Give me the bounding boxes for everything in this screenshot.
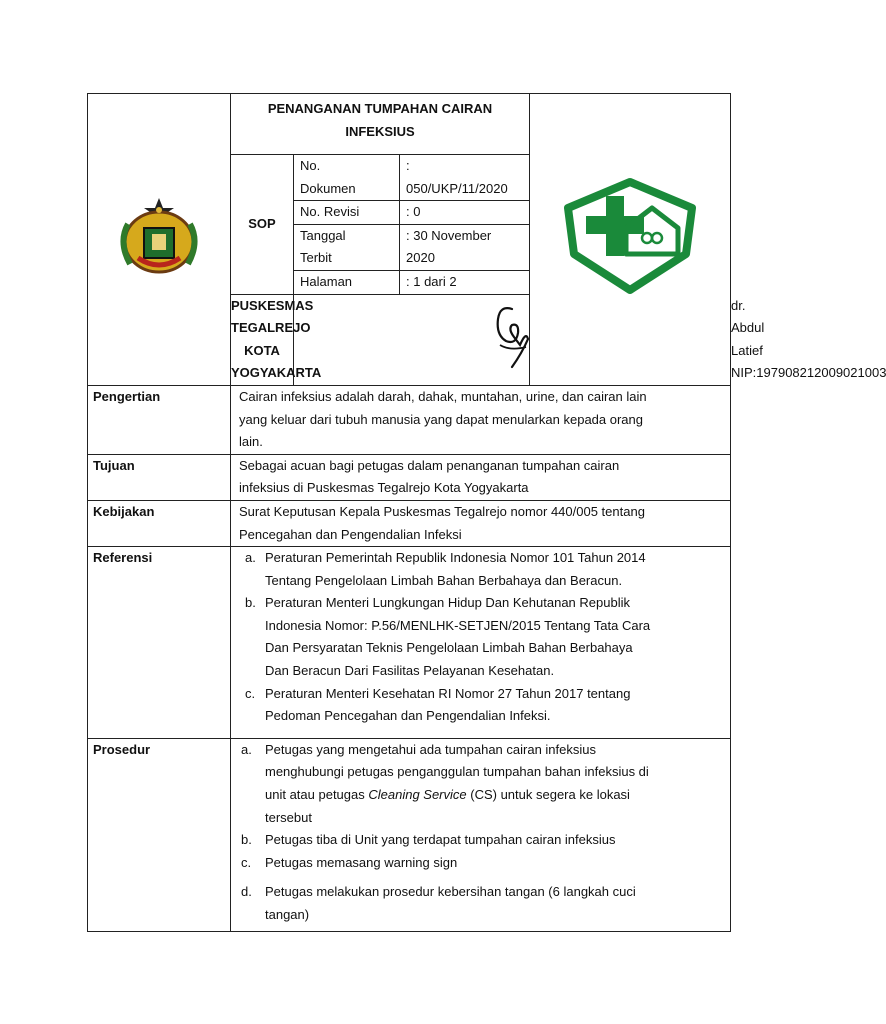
org-name-line: TEGALREJO bbox=[231, 320, 311, 336]
org-name-line: YOGYAKARTA bbox=[231, 365, 322, 381]
prosedur-list bbox=[239, 739, 724, 927]
meta-key-line: Tanggal bbox=[300, 227, 346, 243]
text-span: (CS) untuk segera ke lokasi bbox=[466, 787, 630, 803]
meta-key-line: Dokumen bbox=[300, 180, 356, 196]
list-item bbox=[239, 852, 724, 875]
list-marker: b. bbox=[241, 832, 252, 848]
text-line: lain. bbox=[239, 434, 263, 450]
puskesmas-logo-icon bbox=[564, 178, 696, 294]
left-logo-cell bbox=[88, 94, 231, 386]
referensi-label: Referensi bbox=[88, 547, 231, 739]
text-line: Dan Persyaratan Teknis Pengelolaan Limbah Bahan Berbahaya bbox=[265, 640, 633, 656]
meta-key-line: Terbit bbox=[300, 250, 332, 266]
kebijakan-label: Kebijakan bbox=[88, 500, 231, 546]
text-line: yang keluar dari tubuh manusia yang dapat menularkan kepada orang bbox=[239, 411, 643, 427]
text-line: Cairan infeksius adalah darah, dahak, muntahan, urine, dan cairan lain bbox=[239, 388, 647, 404]
text-line: Dan Beracun Dari Fasilitas Pelayanan Kesehatan. bbox=[265, 663, 555, 679]
meta-key-no-dokumen bbox=[294, 155, 400, 201]
title-line-1: PENANGANAN TUMPAHAN CAIRAN bbox=[267, 101, 493, 116]
sop-table: PENANGANAN TUMPAHAN CAIRAN INFEKSIUS SOP No. Dokumen : 050/UKP/11/2020 No. Revisi : 0 Tanggal Terbit : 30 November 2020 Halaman : 1 dari 2 PUSKESMAS TEGALREJO KOTA YOGYAKARTA dr. Abdul Latief NIP:197908212009021003 Pengertian Cairan infeksius adalah darah, dahak, muntahan, urine, dan cairan lain yang keluar dari tubuh manusia yang dapat menularkan kepada orang lain. Tujuan Sebagai acuan bagi petugas dalam penanganan tumpahan cairan infeksius di Puskesmas Tegalrejo Kota Yogyakarta Kebijakan Surat Keputusan Kepala Puskesmas Tegalrejo nomor 440/005 tentang Pencegahan dan Pengendalian Infeksi Referensi a. Peraturan Pemerintah Republik Indonesia Nomor 101 Tahun 2014 Tentang Pengelolaan Limbah Bahan Berbahaya dan Beracun. b. Peraturan Menteri Lungkungan Hidup Dan Kehutanan Republik Indonesia Nomor: P.56/MENLHK-SETJEN/2015 Tentang Tata Cara Dan Persyaratan Teknis Pengelolaan Limbah Bahan Berbahaya Dan Beracun Dari Fasilitas Pelayanan Kesehatan. c. Peraturan Menteri Kesehatan RI Nomor 27 Tahun 2017 tentang Pedoman Pencegahan dan Pengendalian Infeksi. Prosedur a. Petugas yang mengetahui ada tumpahan cairan infeksius menghubungi petugas penganggulan tumpahan bahan infeksius di unit atau petugas Cleaning Service (CS) untuk segera ke lokasi tersebut b. Petugas tiba di Unit yang terdapat tumpahan cairan infeksius c. Petugas memasang warning sign d. Petugas melakukan prosedur kebersihan tangan (6 langkah cuci tangan) bbox=[87, 93, 731, 932]
tujuan-content bbox=[231, 454, 731, 500]
meta-value-no-revisi: : 0 bbox=[400, 201, 530, 225]
list-marker: a. bbox=[245, 550, 256, 566]
text-line: Petugas melakukan prosedur kebersihan tangan (6 langkah cuci bbox=[265, 884, 636, 900]
yogyakarta-city-emblem bbox=[114, 194, 204, 278]
list-marker: b. bbox=[245, 595, 256, 611]
text-line: Peraturan Pemerintah Republik Indonesia Nomor 101 Tahun 2014 bbox=[265, 550, 646, 566]
emphasis-text: Cleaning Service bbox=[368, 787, 467, 803]
meta-key-line: No. bbox=[300, 158, 321, 173]
text-line: tangan) bbox=[265, 907, 310, 922]
text-line: Petugas memasang warning sign bbox=[265, 854, 458, 870]
prosedur-label: Prosedur bbox=[88, 738, 231, 931]
meta-value-line: 2020 bbox=[406, 250, 435, 266]
list-marker: c. bbox=[241, 854, 252, 870]
pengertian-label: Pengertian bbox=[88, 385, 231, 454]
sop-label: SOP bbox=[231, 155, 294, 295]
meta-value-no-dokumen bbox=[400, 155, 530, 201]
meta-key-no-revisi: No. Revisi bbox=[294, 201, 400, 225]
text-line: tersebut bbox=[265, 809, 312, 825]
text-line: infeksius di Puskesmas Tegalrejo Kota Yogyakarta bbox=[239, 480, 529, 496]
list-marker: c. bbox=[245, 685, 256, 701]
pengertian-content bbox=[231, 385, 731, 454]
text-line bbox=[265, 784, 724, 807]
text-line: Petugas tiba di Unit yang terdapat tumpahan cairan infeksius bbox=[265, 832, 616, 848]
list-marker: d. bbox=[241, 884, 252, 900]
list-item bbox=[239, 683, 724, 728]
meta-value-line: : 30 November bbox=[406, 227, 492, 243]
org-name-line: KOTA bbox=[244, 342, 280, 358]
meta-key-tanggal-terbit bbox=[294, 224, 400, 270]
list-item bbox=[239, 881, 724, 926]
list-marker: a. bbox=[241, 741, 252, 757]
tujuan-label: Tujuan bbox=[88, 454, 231, 500]
text-line: Petugas yang mengetahui ada tumpahan cairan infeksius bbox=[265, 741, 596, 757]
document-title bbox=[231, 94, 530, 155]
text-line: Tentang Pengelolaan Limbah Bahan Berbahaya dan Beracun. bbox=[265, 572, 623, 588]
text-line: Sebagai acuan bagi petugas dalam penanganan tumpahan cairan bbox=[239, 457, 620, 473]
list-item bbox=[239, 592, 724, 682]
referensi-list bbox=[239, 547, 724, 728]
text-line: Indonesia Nomor: P.56/MENLHK-SETJEN/2015 Tentang Tata Cara bbox=[265, 617, 651, 633]
org-name-line: PUSKESMAS bbox=[231, 297, 314, 313]
text-line: menghubungi petugas penganggulan tumpahan bahan infeksius di bbox=[265, 764, 649, 780]
handwritten-signature bbox=[482, 301, 542, 371]
list-item bbox=[239, 829, 724, 852]
list-item bbox=[239, 547, 724, 592]
meta-value-tanggal-terbit bbox=[400, 224, 530, 270]
meta-value-halaman: : 1 dari 2 bbox=[400, 270, 530, 294]
referensi-content bbox=[231, 547, 731, 739]
meta-key-halaman: Halaman bbox=[294, 270, 400, 294]
text-line: Pencegahan dan Pengendalian Infeksi bbox=[239, 526, 462, 542]
text-line: Surat Keputusan Kepala Puskesmas Tegalrejo nomor 440/005 tentang bbox=[239, 503, 645, 519]
text-span: unit atau petugas bbox=[265, 787, 369, 803]
puskesmas-name bbox=[231, 294, 322, 385]
kebijakan-content bbox=[231, 500, 731, 546]
list-item bbox=[239, 739, 724, 829]
text-line: Peraturan Menteri Kesehatan RI Nomor 27 Tahun 2017 tentang bbox=[265, 685, 631, 701]
text-line: Pedoman Pencegahan dan Pengendalian Infeksi. bbox=[265, 708, 551, 724]
title-line-2: INFEKSIUS bbox=[345, 123, 415, 139]
prosedur-content bbox=[231, 738, 731, 931]
text-line: Peraturan Menteri Lungkungan Hidup Dan Kehutanan Republik bbox=[265, 595, 630, 611]
meta-value-line: 050/UKP/11/2020 bbox=[406, 180, 508, 196]
meta-value-line: : bbox=[406, 158, 410, 173]
signature-cell bbox=[294, 294, 731, 385]
